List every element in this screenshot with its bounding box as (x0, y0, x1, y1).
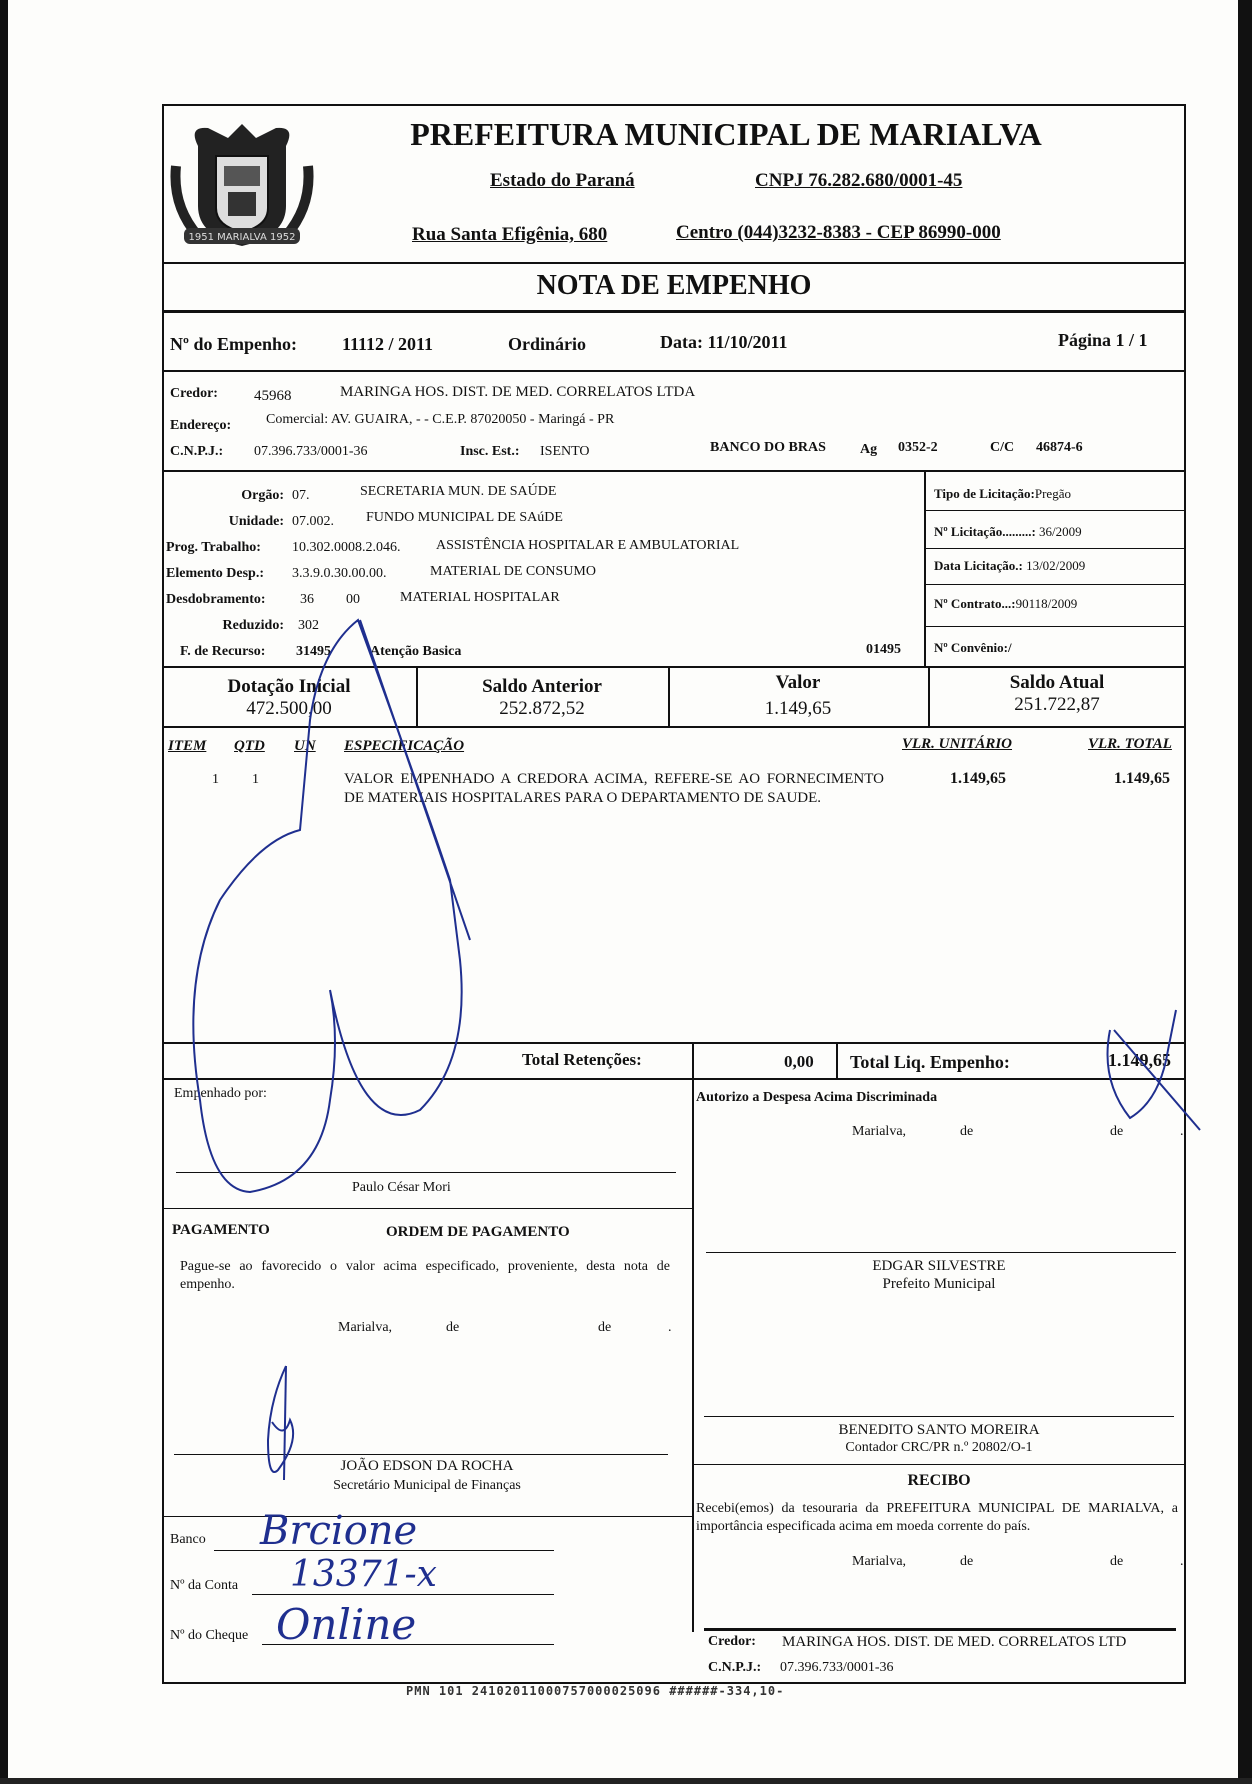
prog-name: ASSISTÊNCIA HOSPITALAR E AMBULATORIAL (436, 538, 740, 553)
liquido-label: Total Liq. Empenho: (850, 1052, 1010, 1072)
page-title: PREFEITURA MUNICIPAL DE MARIALVA (410, 116, 1042, 152)
empenhado-name: Paulo César Mori (352, 1180, 451, 1195)
banco-handwritten: Brcione (260, 1508, 418, 1554)
insc-value: ISENTO (540, 444, 590, 459)
saldo-anterior-value: 252.872,52 (499, 698, 585, 719)
autorizo-label: Autorizo a Despesa Acima Discriminada (696, 1090, 938, 1105)
credor-name: MARINGA HOS. DIST. DE MED. CORRELATOS LTDA (340, 384, 696, 400)
prog-label: Prog. Trabalho: (166, 540, 261, 555)
pagamento-label: PAGAMENTO (172, 1222, 270, 1238)
contact-label: Centro (044)3232-8383 - CEP 86990-000 (676, 222, 1001, 243)
account-label: C/C (990, 440, 1015, 455)
state-label: Estado do Paraná (490, 170, 635, 191)
convenio-number: Nº Convênio:/ (934, 640, 1012, 655)
orgao-label: Orgão: (241, 488, 284, 503)
reduzido-value: 302 (298, 618, 319, 633)
autorizo-de1: de (960, 1124, 974, 1139)
contador-name: BENEDITO SANTO MOREIRA (838, 1422, 1040, 1438)
agency-value: 0352-2 (898, 440, 938, 455)
col-especificacao: ESPECIFICAÇÃO (344, 738, 465, 754)
recurso-code: 31495 (296, 644, 331, 659)
ordem-pagamento-label: ORDEM DE PAGAMENTO (386, 1224, 570, 1240)
desdobramento-name: MATERIAL HOSPITALAR (400, 590, 560, 605)
dotacao-value: 472.500,00 (246, 698, 332, 719)
cheque-label: Nº do Cheque (170, 1628, 249, 1643)
licitacao-number: Nº Licitação.........: 36/2009 (934, 524, 1082, 539)
item-vlr-unit: 1.149,65 (950, 770, 1006, 787)
address-field-label: Endereço: (170, 418, 232, 433)
desdobramento-code1: 36 (300, 592, 314, 607)
pagamento-text: Pague-se ao favorecido o valor acima especificado, proveniente, desta nota de empenho. (180, 1259, 670, 1292)
liquido-value: 1.149,65 (1108, 1050, 1171, 1070)
agency-label: Ag (860, 442, 878, 457)
recibo-de2: de (1110, 1554, 1124, 1569)
dotacao-label: Dotação Inicial (227, 676, 351, 697)
credor-address: Comercial: AV. GUAIRA, - - C.E.P. 87020050 - Maringá - PR (266, 412, 615, 427)
recibo-dot: . (1180, 1554, 1184, 1569)
scan-edge-left (0, 0, 8, 1784)
autorizo-de2: de (1110, 1124, 1124, 1139)
footer-code: PMN 101 24102011000757000025096 ######-334,10- (406, 1684, 785, 1698)
saldo-anterior-label: Saldo Anterior (482, 676, 602, 697)
financas-name: JOÃO EDSON DA ROCHA (340, 1458, 514, 1474)
recibo-credor-label: Credor: (708, 1634, 756, 1649)
conta-label: Nº da Conta (170, 1578, 239, 1593)
desdobramento-code2: 00 (346, 592, 360, 607)
conta-handwritten: 13371-x (290, 1554, 437, 1595)
prog-code: 10.302.0008.2.046. (292, 540, 401, 555)
contador-role: Contador CRC/PR n.º 20802/O-1 (845, 1440, 1033, 1455)
empenho-number: 11112 / 2011 (342, 334, 434, 354)
saldo-atual-value: 251.722,87 (1014, 694, 1100, 715)
col-vlr-unitario: VLR. UNITÁRIO (902, 736, 1013, 752)
banco-label: Banco (170, 1532, 206, 1547)
page-number: Página 1 / 1 (1058, 330, 1148, 350)
desdobramento-label: Desdobramento: (166, 592, 266, 607)
licitacao-date: Data Licitação.: 13/02/2009 (934, 558, 1086, 573)
unidade-code: 07.002. (292, 514, 334, 529)
scan-edge-bottom (0, 1778, 1252, 1784)
autorizo-place: Marialva, (852, 1124, 907, 1139)
pagamento-de1: de (446, 1320, 460, 1335)
recibo-title: RECIBO (907, 1472, 971, 1489)
insc-label: Insc. Est.: (460, 444, 520, 459)
contrato-number: Nº Contrato...:90118/2009 (934, 596, 1078, 611)
credor-cnpj: 07.396.733/0001-36 (254, 444, 368, 459)
address-label: Rua Santa Efigênia, 680 (412, 224, 608, 245)
credor-code: 45968 (254, 388, 292, 404)
unidade-label: Unidade: (228, 514, 284, 529)
autorizo-dot: . (1180, 1124, 1184, 1139)
recibo-credor-name: MARINGA HOS. DIST. DE MED. CORRELATOS LTD (782, 1634, 1127, 1650)
valor-value: 1.149,65 (764, 698, 832, 719)
pagamento-place: Marialva, (338, 1320, 393, 1335)
item-number: 1 (212, 772, 219, 787)
orgao-code: 07. (292, 488, 310, 503)
retencoes-label: Total Retenções: (522, 1050, 642, 1069)
doc-title: NOTA DE EMPENHO (536, 270, 812, 301)
unidade-name: FUNDO MUNICIPAL DE SAúDE (366, 510, 563, 525)
empenhado-label: Empenhado por: (174, 1086, 267, 1101)
bank-name: BANCO DO BRAS (710, 440, 826, 455)
item-description: VALOR EMPENHADO A CREDORA ACIMA, REFERE-SE AO FORNECIMENTO DE MATERIAIS HOSPITALARES PARA O DEPARTAMENTO DE SAUDE. (344, 771, 884, 806)
pagamento-de2: de (598, 1320, 612, 1335)
empenho-type: Ordinário (508, 334, 587, 354)
recibo-cnpj-label: C.N.P.J.: (708, 1660, 762, 1675)
reduzido-label: Reduzido: (222, 618, 284, 633)
item-vlr-total: 1.149,65 (1114, 770, 1170, 787)
account-value: 46874-6 (1036, 440, 1083, 455)
recibo-text: Recebi(emos) da tesouraria da PREFEITURA MUNICIPAL DE MARIALVA, a importância especificada acima em moeda corrente do país. (696, 1501, 1178, 1534)
cnpj-label: CNPJ 76.282.680/0001-45 (755, 170, 963, 191)
elemento-label: Elemento Desp.: (166, 566, 264, 581)
recibo-place: Marialva, (852, 1554, 907, 1569)
prefeito-name: EDGAR SILVESTRE (872, 1258, 1006, 1274)
col-qtd: QTD (234, 738, 265, 754)
recibo-de1: de (960, 1554, 974, 1569)
elemento-name: MATERIAL DE CONSUMO (430, 564, 596, 579)
tipo-licitacao: Tipo de Licitação:Pregão (934, 486, 1071, 501)
saldo-atual-label: Saldo Atual (1009, 672, 1105, 693)
cheque-handwritten: Online (276, 1600, 417, 1649)
empenho-date: Data: 11/10/2011 (660, 332, 788, 352)
retencoes-value: 0,00 (784, 1052, 814, 1071)
recurso-number: 01495 (866, 642, 901, 657)
elemento-code: 3.3.9.0.30.00.00. (292, 566, 387, 581)
financas-role: Secretário Municipal de Finanças (333, 1478, 521, 1493)
svg-text:1951 MARIALVA 1952: 1951 MARIALVA 1952 (188, 232, 296, 243)
prefeito-role: Prefeito Municipal (882, 1276, 996, 1292)
item-qtd: 1 (252, 772, 259, 787)
cnpj-field-label: C.N.P.J.: (170, 444, 224, 459)
col-vlr-total: VLR. TOTAL (1088, 736, 1172, 752)
pagamento-dot: . (668, 1320, 672, 1335)
credor-label: Credor: (170, 386, 218, 401)
col-un: UN (294, 738, 316, 754)
orgao-name: SECRETARIA MUN. DE SAÚDE (360, 484, 557, 499)
valor-label: Valor (775, 672, 821, 693)
recibo-cnpj: 07.396.733/0001-36 (780, 1660, 894, 1675)
scan-edge-right (1238, 0, 1252, 1784)
col-item: ITEM (168, 738, 207, 754)
recurso-name: Atenção Basica (370, 644, 462, 659)
empenho-label: Nº do Empenho: (170, 334, 297, 354)
recurso-label: F. de Recurso: (180, 644, 266, 659)
